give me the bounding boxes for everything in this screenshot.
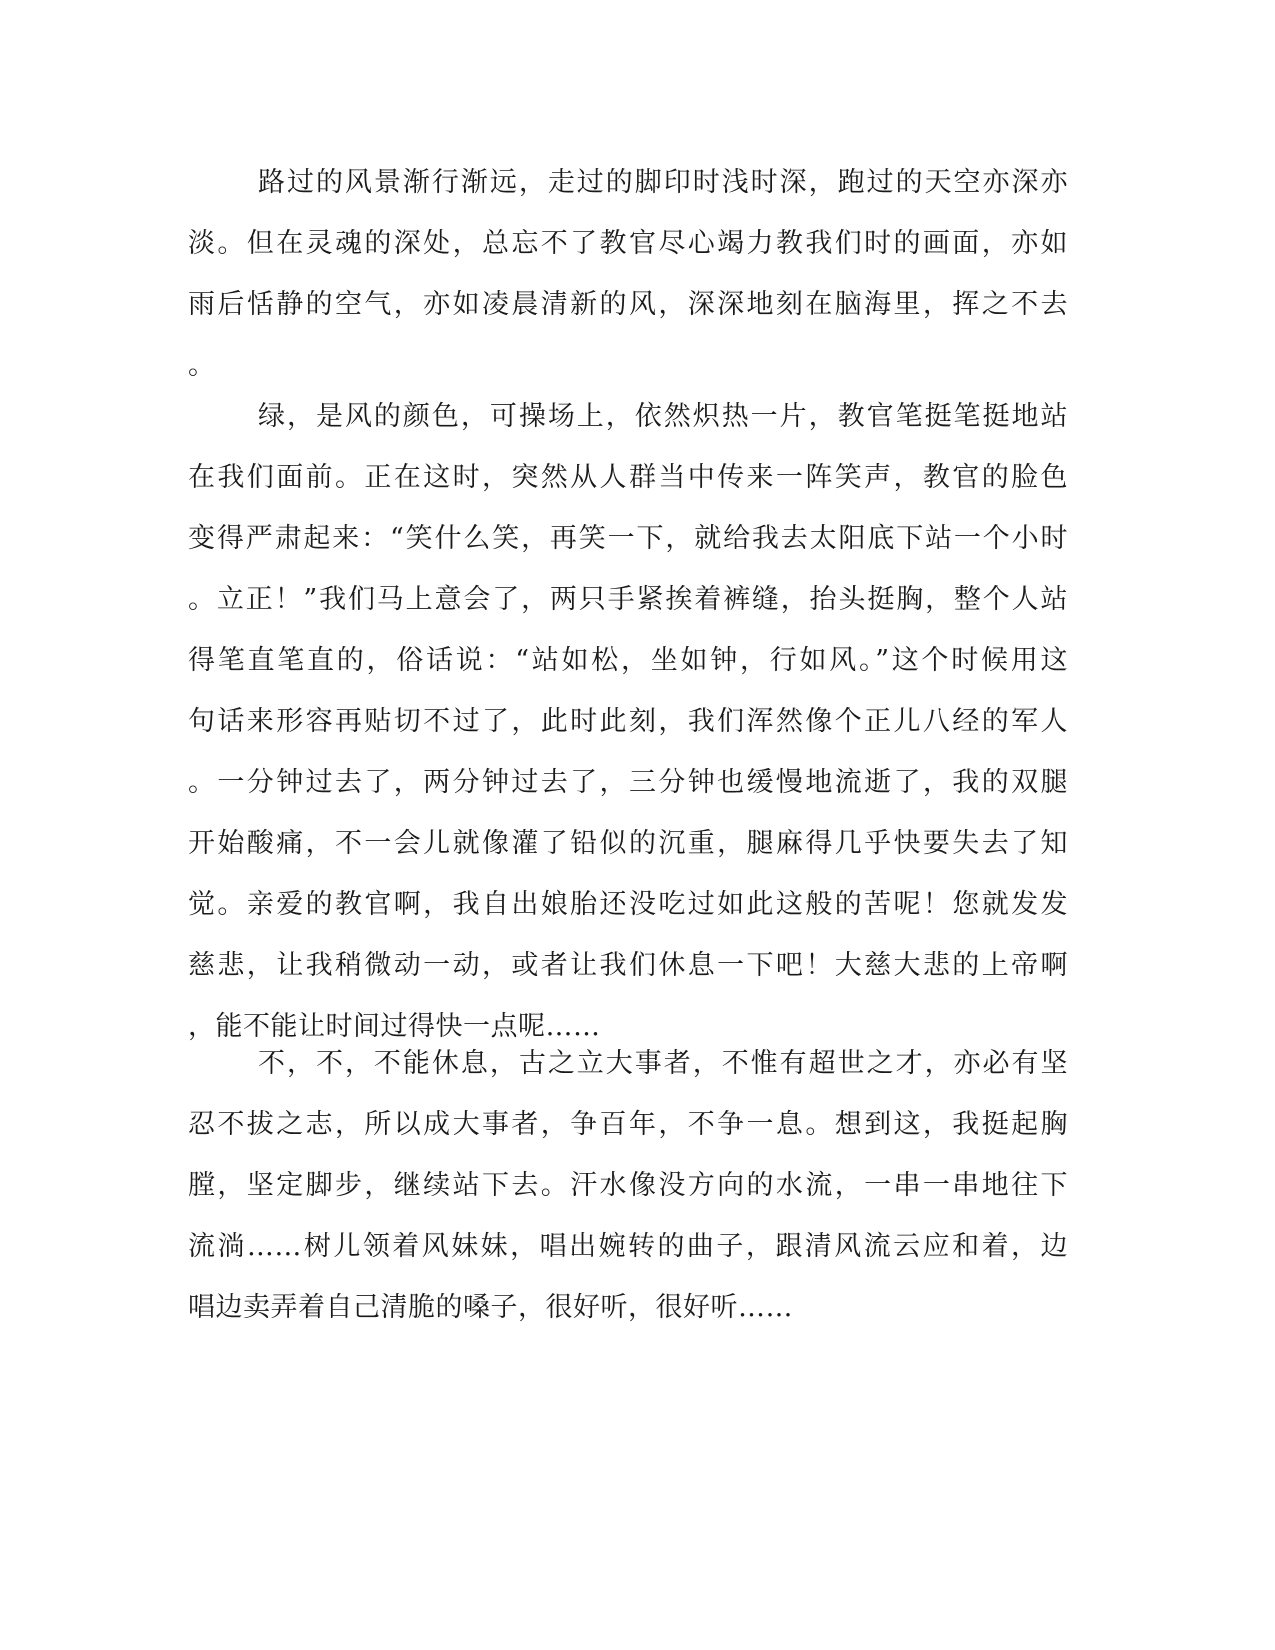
paragraph-3 <box>188 1033 1068 1338</box>
paragraph-line: 。一分钟过去了，两分钟过去了，三分钟也缓慢地流逝了，我的双腿 <box>188 767 1068 798</box>
paragraph-line: 雨后恬静的空气，亦如凌晨清新的风，深深地刻在脑海里，挥之不去 <box>188 289 1068 320</box>
paragraph-line: 慈悲，让我稍微动一动，或者让我们休息一下吧！大慈大悲的上帝啊 <box>188 950 1068 981</box>
paragraph-line: 不，不，不能休息，古之立大事者，不惟有超世之才，亦必有坚 <box>258 1048 1068 1079</box>
paragraph-line: 在我们面前。正在这时，突然从人群当中传来一阵笑声，教官的脸色 <box>188 462 1068 493</box>
paragraph-line: 膛，坚定脚步，继续站下去。汗水像没方向的水流，一串一串地往下 <box>188 1170 1068 1201</box>
paragraph-line: 淡。但在灵魂的深处，总忘不了教官尽心竭力教我们时的画面，亦如 <box>188 228 1068 259</box>
paragraph-line: 绿，是风的颜色，可操场上，依然炽热一片，教官笔挺笔挺地站 <box>258 401 1068 432</box>
paragraph-2 <box>188 386 1068 1057</box>
paragraph-line: 唱边卖弄着自己清脆的嗓子，很好听，很好听…… <box>188 1292 793 1323</box>
paragraph-line: 。 <box>188 350 216 381</box>
paragraph-line: 得笔直笔直的，俗话说：“站如松，坐如钟，行如风。”这个时候用这 <box>188 645 1068 676</box>
paragraph-line: 开始酸痛，不一会儿就像灌了铅似的沉重，腿麻得几乎快要失去了知 <box>188 828 1068 859</box>
paragraph-line: 流淌……树儿领着风妹妹，唱出婉转的曲子，跟清风流云应和着，边 <box>188 1231 1068 1262</box>
paragraph-line: ，能不能让时间过得快一点呢…… <box>188 1011 601 1042</box>
paragraph-line: 句话来形容再贴切不过了，此时此刻，我们浑然像个正儿八经的军人 <box>188 706 1068 737</box>
paragraph-line: 。立正！”我们马上意会了，两只手紧挨着裤缝，抬头挺胸，整个人站 <box>188 584 1068 615</box>
paragraph-line: 觉。亲爱的教官啊，我自出娘胎还没吃过如此这般的苦呢！您就发发 <box>188 889 1068 920</box>
paragraph-1 <box>188 152 1068 396</box>
paragraph-line: 变得严肃起来：“笑什么笑，再笑一下，就给我去太阳底下站一个小时 <box>188 523 1068 554</box>
paragraph-line: 路过的风景渐行渐远，走过的脚印时浅时深，跑过的天空亦深亦 <box>258 167 1068 198</box>
paragraph-line: 忍不拔之志，所以成大事者，争百年，不争一息。想到这，我挺起胸 <box>188 1109 1068 1140</box>
